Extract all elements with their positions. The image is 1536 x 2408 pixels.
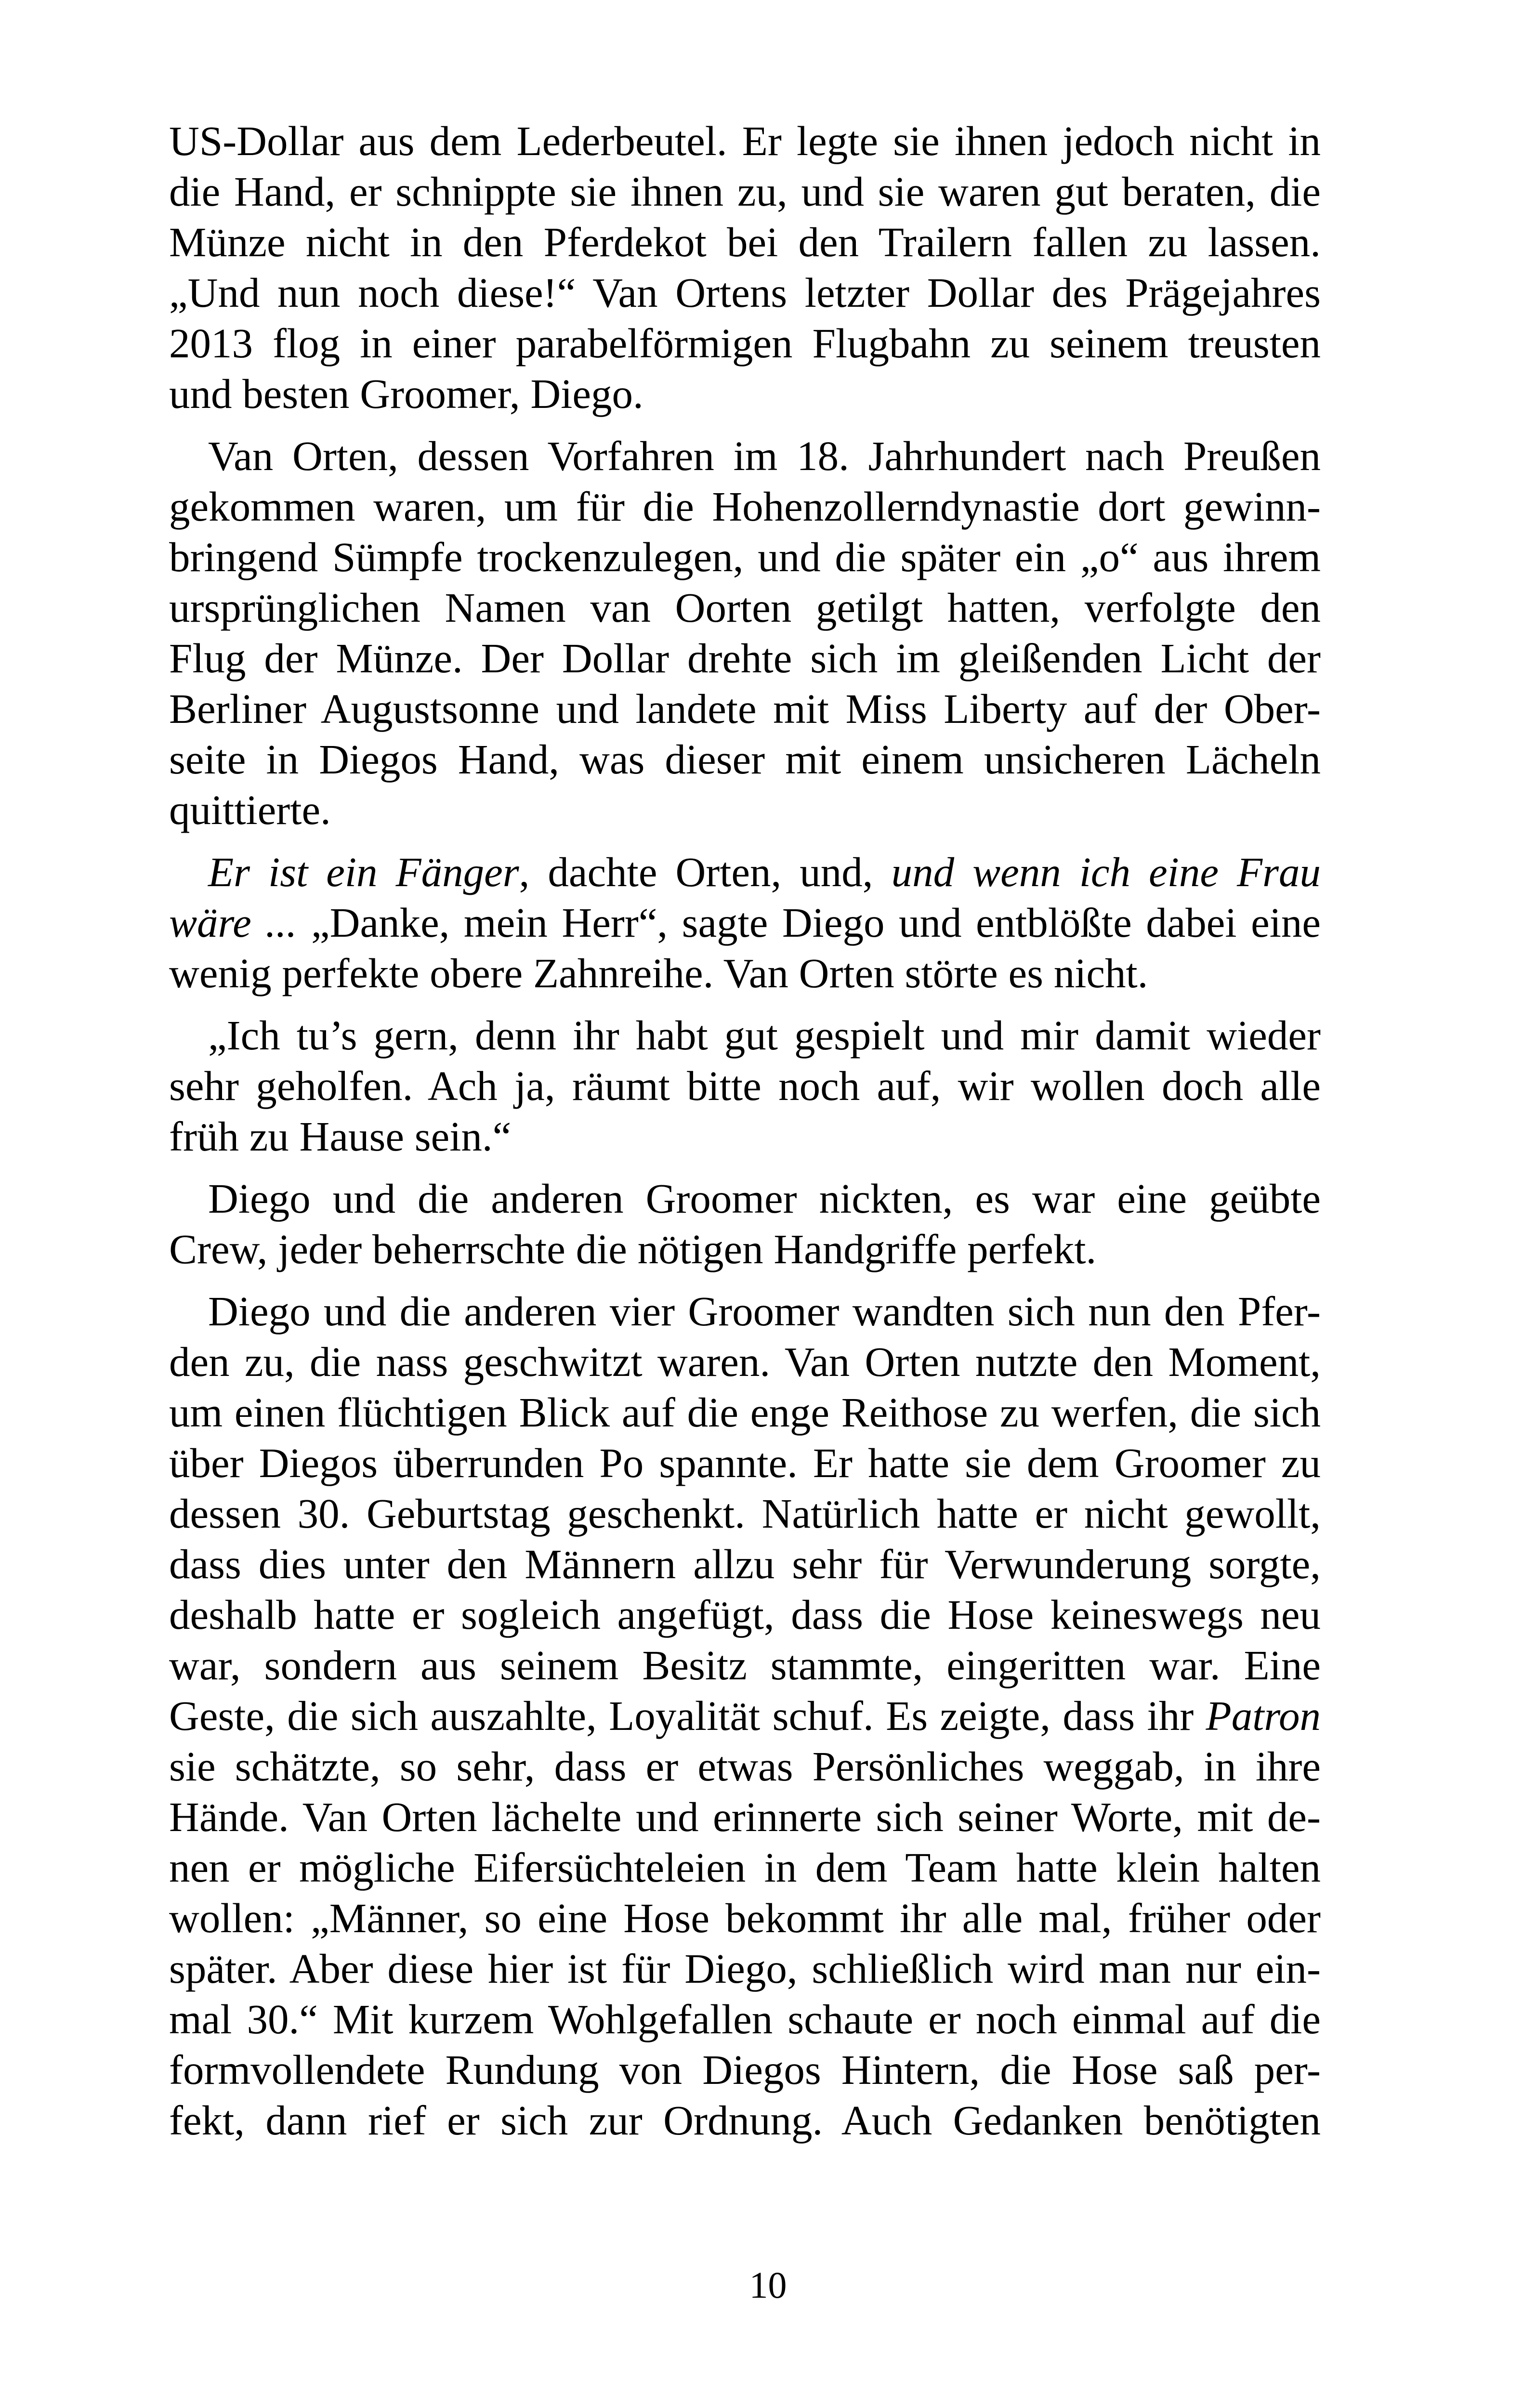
text-line [169, 318, 1321, 368]
paragraph [169, 847, 1321, 998]
text-run: mal 30.“ Mit kurzem Wohlgefallen schaute er noch einmal auf die [169, 1996, 1321, 2042]
text-line [169, 1286, 1321, 1336]
italic-text: wäre ... [169, 899, 297, 946]
text-run: ursprünglichen Namen van Oorten getilgt hatten, verfolgte den [169, 584, 1321, 631]
text-run: Hände. Van Orten lächelte und erinnerte sich seiner Worte, mit de- [169, 1793, 1321, 1840]
text-line [169, 683, 1321, 734]
paragraph [169, 1286, 1321, 2146]
text-run: „Ich tu’s gern, denn ihr habt gut gespielt und mir damit wieder [208, 1012, 1321, 1059]
text-line [169, 948, 1321, 998]
text-run: den zu, die nass geschwitzt waren. Van Orten nutzte den Moment, [169, 1338, 1321, 1385]
text-run: früh zu Hause sein.“ [169, 1113, 512, 1160]
text-run: nen er mögliche Eifersüchteleien in dem Team hatte klein halten [169, 1844, 1321, 1891]
text-run: Crew, jeder beherrschte die nötigen Handgriffe perfekt. [169, 1226, 1097, 1272]
text-run: bringend Sümpfe trockenzulegen, und die später ein „o“ aus ihrem [169, 534, 1321, 580]
text-line [169, 2044, 1321, 2095]
text-run: die Hand, er schnippte sie ihnen zu, und sie waren gut beraten, die [169, 168, 1321, 215]
text-line [169, 431, 1321, 481]
text-line [169, 368, 1321, 419]
text-run: und besten Groomer, Diego. [169, 370, 643, 417]
text-line [169, 1994, 1321, 2044]
text-line [169, 633, 1321, 683]
text-run: Diego und die anderen vier Groomer wandten sich nun den Pfer- [208, 1288, 1321, 1335]
text-run: fekt, dann rief er sich zur Ordnung. Auch Gedanken benötigten [169, 2097, 1321, 2144]
text-line [169, 1224, 1321, 1274]
text-run: gekommen waren, um für die Hohenzollerndynastie dort gewinn- [169, 483, 1321, 530]
paragraph [169, 1010, 1321, 1162]
page-number: 10 [749, 2264, 787, 2306]
text-run: später. Aber diese hier ist für Diego, schließlich wird man nur ein- [169, 1945, 1321, 1992]
paragraph [169, 431, 1321, 835]
text-line [169, 1539, 1321, 1589]
text-line [169, 166, 1321, 217]
italic-text: Patron [1206, 1692, 1321, 1739]
text-run: US-Dollar aus dem Lederbeutel. Er legte sie ihnen jedoch nicht in [169, 118, 1321, 164]
text-line [169, 847, 1321, 897]
text-run: wollen: „Männer, so eine Hose bekommt ihr alle mal, früher oder [169, 1895, 1321, 1941]
text-line [169, 267, 1321, 318]
text-run: formvollendete Rundung von Diegos Hintern, die Hose saß per- [169, 2046, 1321, 2093]
text-run: Van Orten, dessen Vorfahren im 18. Jahrhundert nach Preußen [208, 432, 1321, 479]
text-line [169, 1173, 1321, 1224]
text-run: deshalb hatte er sogleich angefügt, dass die Hose keineswegs neu [169, 1591, 1321, 1638]
italic-text: Er ist ein Fänger [208, 849, 519, 895]
text-run: Flug der Münze. Der Dollar drehte sich im gleißenden Licht der [169, 635, 1321, 681]
text-line [169, 481, 1321, 532]
italic-text: und wenn ich eine Frau [891, 849, 1321, 895]
text-line [169, 1741, 1321, 1792]
text-line [169, 532, 1321, 582]
text-run: war, sondern aus seinem Besitz stammte, eingeritten war. Eine [169, 1642, 1321, 1688]
text-line [169, 582, 1321, 633]
text-run: dessen 30. Geburtstag geschenkt. Natürlich hatte er nicht gewollt, [169, 1490, 1321, 1537]
text-line [169, 1893, 1321, 1943]
text-run: „Und nun noch diese!“ Van Ortens letzter Dollar des Prägejahres [169, 269, 1321, 316]
text-run: dass dies unter den Männern allzu sehr für Verwunderung sorgte, [169, 1541, 1321, 1587]
text-line [169, 785, 1321, 835]
text-run: „Danke, mein Herr“, sagte Diego und entblößte dabei eine [297, 899, 1321, 946]
text-run: um einen flüchtigen Blick auf die enge Reithose zu werfen, die sich [169, 1389, 1321, 1436]
text-line [169, 116, 1321, 166]
text-run: Geste, die sich auszahlte, Loyalität schuf. Es zeigte, dass ihr [169, 1692, 1206, 1739]
text-line [169, 1060, 1321, 1111]
paragraph [169, 1173, 1321, 1274]
text-run: Münze nicht in den Pferdekot bei den Trailern fallen zu lassen. [169, 219, 1321, 265]
text-run: Diego und die anderen Groomer nickten, es war eine geübte [208, 1175, 1321, 1222]
text-line [169, 1792, 1321, 1842]
text-line [169, 1640, 1321, 1690]
text-run: seite in Diegos Hand, was dieser mit einem unsicheren Lächeln [169, 736, 1321, 783]
text-line [169, 897, 1321, 948]
paragraph [169, 116, 1321, 419]
text-run: über Diegos überrunden Po spannte. Er hatte sie dem Groomer zu [169, 1440, 1321, 1486]
text-line [169, 1488, 1321, 1539]
text-line [169, 734, 1321, 785]
text-run: , dachte Orten, und, [519, 849, 892, 895]
text-line [169, 1943, 1321, 1994]
text-line [169, 1589, 1321, 1640]
text-line [169, 217, 1321, 267]
text-run: sie schätzte, so sehr, dass er etwas Persönliches weggab, in ihre [169, 1743, 1321, 1790]
text-line [169, 1438, 1321, 1488]
text-run: 2013 flog in einer parabelförmigen Flugbahn zu seinem treusten [169, 320, 1321, 366]
text-line [169, 1842, 1321, 1893]
text-line [169, 1010, 1321, 1060]
page-body [169, 116, 1321, 2157]
text-run: sehr geholfen. Ach ja, räumt bitte noch auf, wir wollen doch alle [169, 1062, 1321, 1109]
text-line [169, 1336, 1321, 1387]
text-run: Berliner Augustsonne und landete mit Miss Liberty auf der Ober- [169, 685, 1321, 732]
text-run: wenig perfekte obere Zahnreihe. Van Orten störte es nicht. [169, 950, 1148, 996]
text-line [169, 1387, 1321, 1438]
text-line [169, 1111, 1321, 1162]
text-run: quittierte. [169, 786, 331, 833]
text-line [169, 1690, 1321, 1741]
text-line [169, 2095, 1321, 2146]
